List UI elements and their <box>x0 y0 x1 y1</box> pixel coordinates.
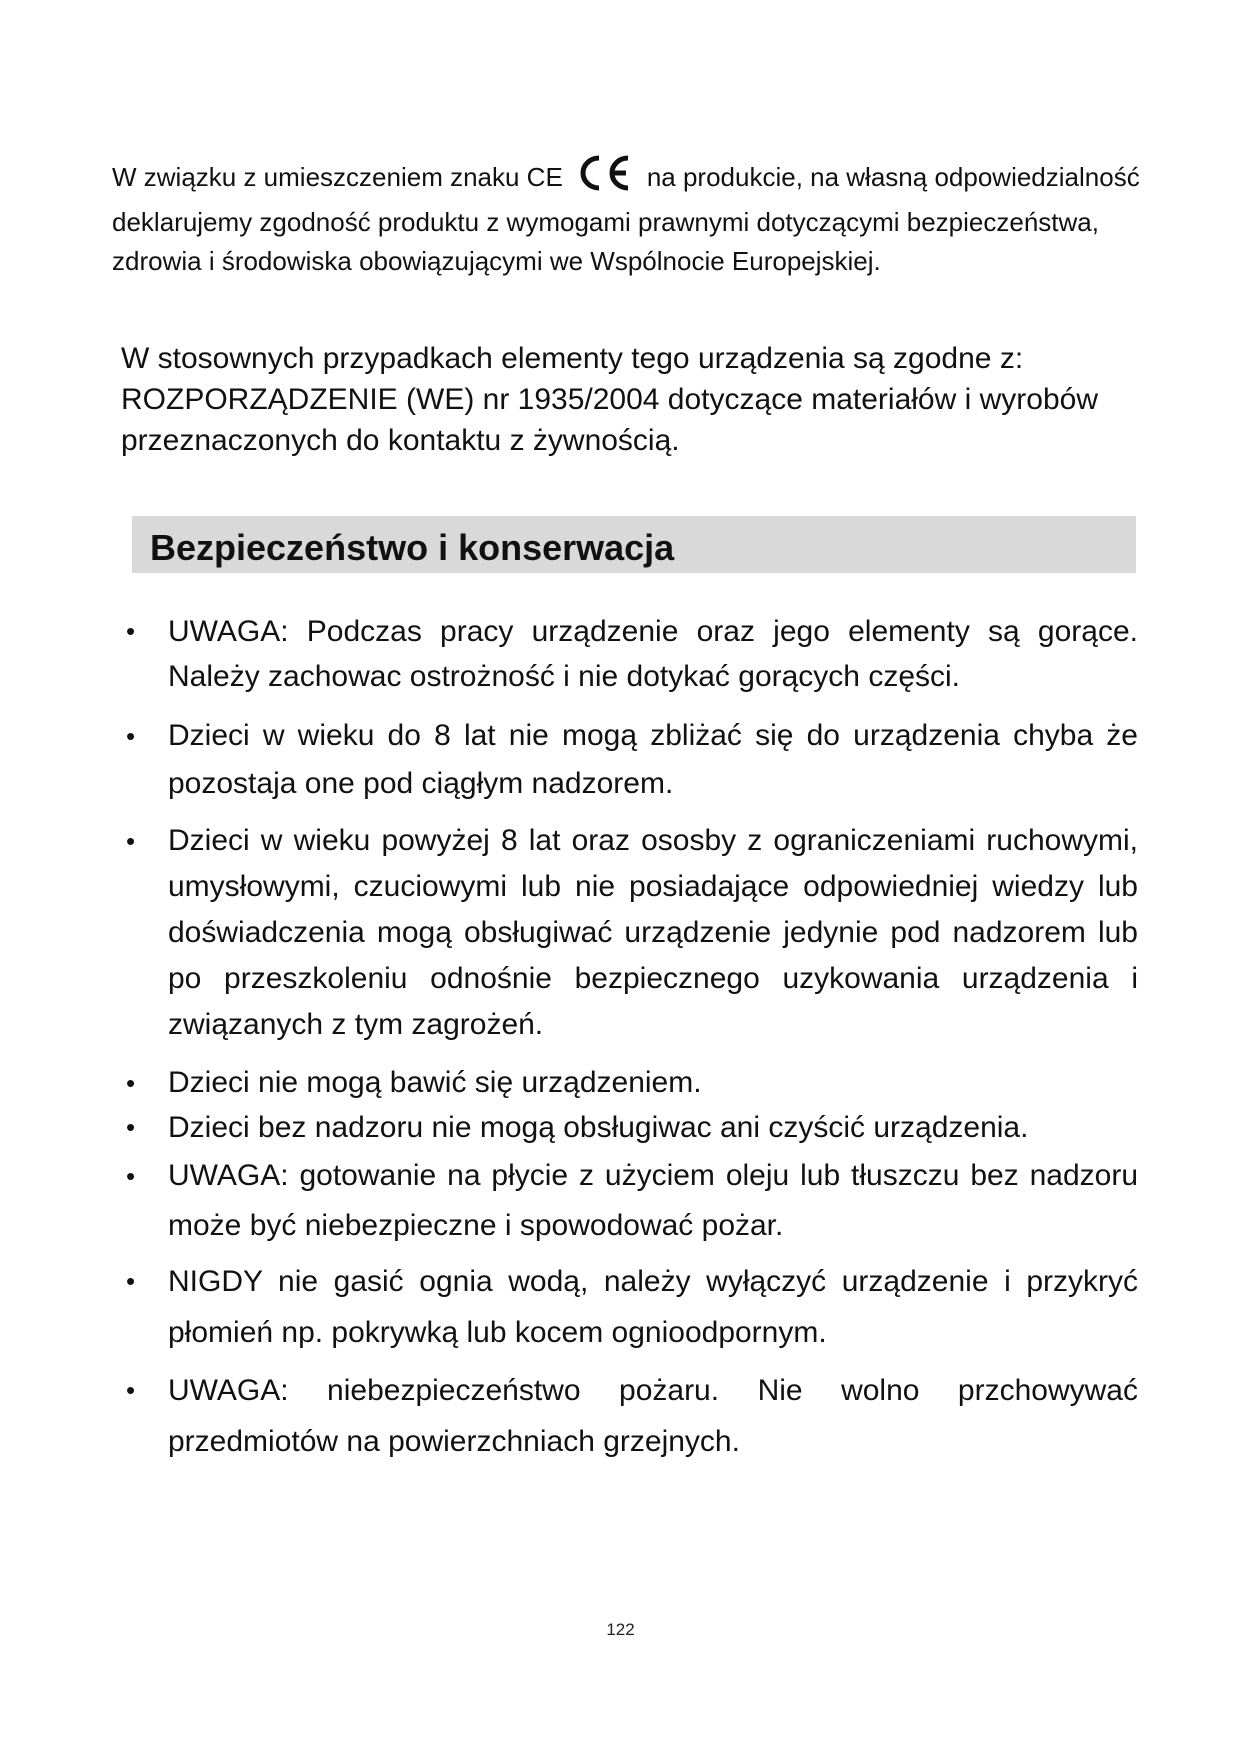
ce-declaration-rest: odpowiedzialność deklarujemy zgodność produktu z wymogami prawnymi dotyczącymi bezpieczeństwa, zdrowia i środowiska obowiązującymi we Wspólnocie Europejskiej. <box>112 162 1140 276</box>
section-title: Bezpieczeństwo i konserwacja <box>150 527 675 568</box>
safety-list <box>118 609 1138 1467</box>
list-item-text: UWAGA: Podczas pracy urządzenie oraz jego elementy są gorące. Należy zachowac ostrożność i nie dotykać gorących części. <box>168 615 1138 693</box>
list-item-text: Dzieci nie mogą bawić się urządzeniem. <box>168 1066 702 1099</box>
list-item-text: Dzieci bez nadzoru nie mogą obsługiwac ani czyścić urządzenia. <box>168 1111 1029 1144</box>
regulation-text: W stosownych przypadkach elementy tego urządzenia są zgodne z: ROZPORZĄDZENIE (WE) nr 1935/2004 dotyczące materiałów i wyrobów przeznaczonych do kontaktu z żywnością. <box>121 342 1098 457</box>
list-item <box>118 609 1138 699</box>
list-item-text: Dzieci w wieku powyżej 8 lat oraz ososby z ograniczeniami ruchowymi, umysłowymi, czuciowymi lub nie posiadające odpowiedniej wiedzy lub doświadczenia mogą obsługiwać urządzenie jedynie pod nadzorem lub po przeszkoleniu odnośnie bezpiecznego uzykowania urządzenia i związanych z tym zagrożeń. <box>168 824 1138 1041</box>
list-item-text: UWAGA: niebezpieczeństwo pożaru. Nie wolno przchowywać przedmiotów na powierzchniach grzejnych. <box>168 1374 1138 1458</box>
list-item <box>118 1060 1138 1106</box>
bullet-icon: • <box>126 1161 136 1191</box>
bullet-icon: • <box>126 1112 136 1142</box>
ce-mark-icon <box>575 154 633 203</box>
list-item <box>118 712 1138 808</box>
list-item-text: Dzieci w wieku do 8 lat nie mogą zbliżać się do urządzenia chyba że pozostaja one pod ciągłym nadzorem. <box>168 719 1138 800</box>
list-item <box>118 1151 1138 1251</box>
list-item-text: NIGDY nie gasić ognia wodą, należy wyłączyć urządzenie i przykryć płomień np. pokrywką lub kocem ognioodpornym. <box>168 1265 1138 1349</box>
bullet-icon: • <box>126 721 136 751</box>
list-item <box>118 818 1138 1048</box>
ce-declaration-line1-end: na produkcie, na własną <box>646 162 928 192</box>
ce-declaration-text <box>112 154 1172 281</box>
bullet-icon: • <box>126 616 136 646</box>
list-item <box>118 1106 1138 1149</box>
page-number: 122 <box>606 1620 635 1639</box>
list-item-text: UWAGA: gotowanie na płycie z użyciem oleju lub tłuszczu bez nadzoru może być niebezpieczne i spowodować pożar. <box>168 1159 1138 1242</box>
list-item <box>118 1256 1138 1358</box>
bullet-icon: • <box>126 1266 136 1296</box>
bullet-icon: • <box>126 1068 136 1098</box>
regulation-statement <box>121 338 1121 461</box>
list-item <box>118 1365 1138 1467</box>
ce-declaration-line1-start: W związku z umieszczeniem znaku CE <box>112 162 563 192</box>
bullet-icon: • <box>126 826 136 856</box>
section-header <box>132 516 1136 573</box>
bullet-icon: • <box>126 1375 136 1405</box>
ce-declaration <box>112 154 1172 281</box>
